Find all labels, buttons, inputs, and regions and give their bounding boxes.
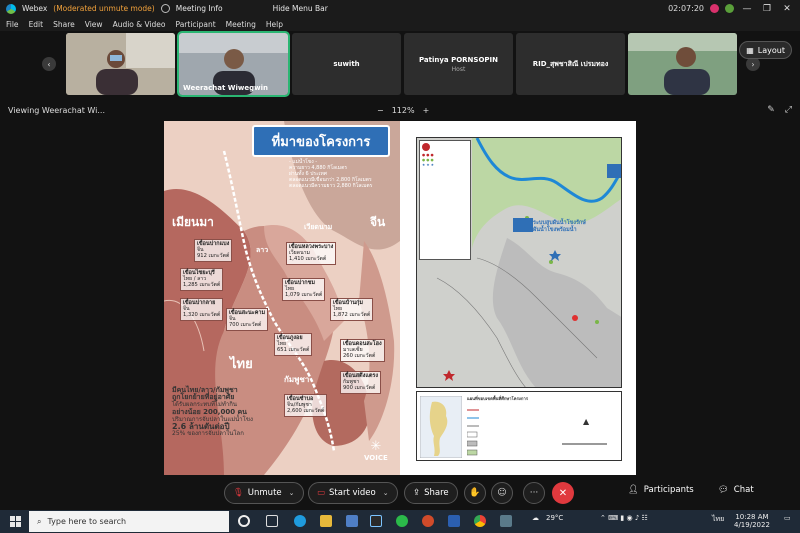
start-video-button[interactable]	[308, 482, 398, 504]
tile-name: Weerachat Wiwegwin	[183, 84, 268, 92]
record-icon	[710, 4, 719, 13]
tile-name: suwith	[333, 60, 360, 68]
leave-meeting-button[interactable]: ✕	[552, 482, 574, 504]
filmstrip-prev-button[interactable]: ‹	[42, 57, 56, 71]
more-options-button[interactable]: ···	[523, 482, 545, 504]
view-bar	[0, 100, 800, 120]
fullscreen-icon[interactable]: ⤢	[784, 105, 792, 115]
pumping-system-label: ระบบสูบผันน้ำโขงรักษ์ ผันน้ำโขงพร้อมน้ำ	[533, 220, 586, 233]
share-icon: ⇪	[413, 488, 421, 498]
tile-name: Patinya PORNSOPIN	[418, 55, 499, 64]
close-window-button[interactable]: ✕	[783, 3, 791, 14]
unmute-mode-status: (Moderated unmute mode)	[53, 4, 155, 13]
participant-video	[66, 33, 175, 95]
taskbar-search[interactable]	[29, 511, 229, 532]
menu-view[interactable]: View	[84, 19, 103, 29]
country-label: เมียนมา	[172, 215, 214, 229]
menu-file[interactable]: File	[6, 19, 19, 29]
infographic-panel	[164, 121, 400, 475]
tray-icons[interactable]: ⌃ ⌨ ▮ ◉ ♪ ☷	[600, 514, 648, 522]
menu-meeting[interactable]: Meeting	[225, 19, 256, 29]
chat-label: Chat	[733, 485, 754, 495]
dam-label: เขื่อนดอนสะโฮง มาเลเซีย 260 เมกะวัตต์	[340, 339, 385, 362]
webex-taskbar-icon[interactable]	[370, 515, 382, 527]
annotate-icon[interactable]: ✎	[767, 105, 775, 115]
country-label: เวียดนาม	[304, 223, 333, 231]
project-map-panel	[400, 121, 636, 475]
menu-participant[interactable]: Participant	[175, 19, 216, 29]
menu-help[interactable]: Help	[265, 19, 284, 29]
video-tile[interactable]	[66, 33, 175, 95]
menu-bar	[0, 17, 800, 31]
layout-icon: ▦	[746, 45, 754, 55]
raise-hand-icon[interactable]: ✋	[464, 482, 486, 504]
video-tile[interactable]	[516, 33, 625, 95]
app-icon[interactable]	[422, 515, 434, 527]
avatar[interactable]	[725, 4, 734, 13]
dam-label: เขื่อนปากแบง จีน 912 เมกะวัตต์	[194, 239, 232, 262]
chat-icon: 💬︎	[718, 485, 729, 495]
video-tile[interactable]	[292, 33, 401, 95]
dam-label: เขื่อนภูงอย ไทย 651 เมกะวัตต์	[274, 333, 312, 356]
meeting-timer: 02:07:20	[668, 4, 704, 13]
windows-start-icon[interactable]	[10, 516, 21, 527]
share-button[interactable]	[404, 482, 458, 504]
dam-label: เขื่อนบ้านกุ่ม ไทย 1,872 เมกะวัตต์	[330, 298, 373, 321]
share-label: Share	[424, 488, 449, 498]
participants-icon: 👤︎	[628, 485, 639, 495]
chrome-icon[interactable]	[474, 515, 486, 527]
task-view-icon[interactable]	[266, 515, 278, 527]
reactions-icon[interactable]: ☺	[491, 482, 513, 504]
voice-logo: ✳ VOICE	[364, 439, 388, 462]
language-indicator[interactable]: ไทย	[712, 515, 725, 523]
search-icon: ⌕	[37, 516, 42, 526]
app-icon[interactable]	[500, 515, 512, 527]
cortana-icon[interactable]	[238, 515, 250, 527]
meeting-info-button[interactable]: Meeting Info	[175, 4, 223, 13]
weather-temp[interactable]: 29°C	[546, 514, 564, 522]
menu-edit[interactable]: Edit	[28, 19, 44, 29]
edge-icon[interactable]	[294, 515, 306, 527]
maximize-button[interactable]: ❐	[762, 3, 772, 14]
zoom-level: 112%	[391, 105, 415, 115]
participants-label: Participants	[643, 485, 694, 495]
mekong-facts: - แม่น้ำโขง - ความยาว 4,880 กิโลเมตร ผ่านทั้ง 6 ประเทศ ตลอดแนวมีเขื่อนกว่า 2,800 กิโลเมตร ตลอดแนวมีความยาว 2,880 กิโลเมตร	[289, 159, 373, 189]
video-tile-active-speaker[interactable]	[179, 33, 288, 95]
shared-content	[164, 121, 636, 475]
filmstrip-next-button[interactable]: ›	[746, 57, 760, 71]
hide-menu-bar-button[interactable]: Hide Menu Bar	[272, 4, 328, 13]
menu-audio-video[interactable]: Audio & Video	[112, 19, 166, 29]
country-label: จีน	[370, 215, 386, 229]
chevron-down-icon[interactable]: ⌄	[382, 489, 389, 497]
country-label: กัมพูชา	[284, 375, 310, 384]
webex-logo-icon	[6, 4, 16, 14]
dam-label: เขื่อนซำบอ จีน/กัมพูชา 2,600 เมกะวัตต์	[284, 394, 327, 417]
clock[interactable]: 10:28 AM 4/19/2022	[734, 513, 770, 529]
study-area-map	[416, 137, 622, 388]
layout-label: Layout	[757, 45, 785, 55]
page-title: ที่มาของโครงการ	[252, 125, 390, 157]
zoom-in-button[interactable]: +	[422, 105, 430, 115]
country-label: ลาว	[256, 246, 269, 254]
weather-icon[interactable]: ☁	[532, 514, 539, 522]
line-icon[interactable]	[396, 515, 408, 527]
country-label: ไทย	[230, 357, 253, 372]
taskbar	[0, 510, 800, 533]
impact-caption: มีคนไทย/ลาว/กัมพูชา ถูกโยกย้ายที่อยู่อาศัย ได้รับผลกระทบที่ไม่ทำกิน อย่างน้อย 200,000 คน ปริมาณการจับปลาในแม่น้ำโขง 2.6 ล้านตันต่อปี 25% ของการจับปลาในโลก	[172, 386, 253, 438]
chat-button[interactable]	[718, 485, 754, 495]
dam-label: เขื่อนปากลาย จีน 1,320 เมกะวัตต์	[180, 298, 223, 321]
info-icon[interactable]	[161, 4, 170, 13]
participant-video	[628, 33, 737, 95]
layout-button[interactable]	[739, 41, 792, 59]
notification-icon[interactable]: ▭	[784, 514, 791, 522]
map-legend: ● ● ● ● ● ● ★ ★ ★	[419, 140, 471, 260]
mail-icon[interactable]	[346, 515, 358, 527]
dam-label: เขื่อนสตึงแตรง กัมพูชา 900 เมกะวัตต์	[340, 371, 381, 394]
map-caption	[416, 391, 622, 461]
legend-symbols	[467, 404, 617, 458]
unmute-label: Unmute	[247, 488, 282, 498]
video-tile[interactable]	[404, 33, 513, 95]
minimize-button[interactable]: —	[742, 3, 752, 14]
map-caption-title: แผนที่ขอบเขตพื้นที่ศึกษาโครงการ	[467, 396, 528, 401]
meeting-controls	[0, 478, 800, 509]
file-explorer-icon[interactable]	[320, 515, 332, 527]
mic-muted-icon: 🎙︎	[233, 488, 244, 498]
dam-label: เขื่อนหลวงพระบาง เวียดนาม 1,410 เมกะวัตต์	[286, 242, 336, 265]
start-video-label: Start video	[329, 488, 376, 498]
menu-share[interactable]: Share	[53, 19, 75, 29]
unmute-button[interactable]	[224, 482, 304, 504]
svg-text:▲: ▲	[583, 417, 590, 426]
filmstrip	[0, 31, 800, 97]
participants-button[interactable]	[628, 485, 694, 495]
dam-label: เขื่อนปากชม ไทย 1,079 เมกะวัตต์	[282, 278, 325, 301]
inset-map	[420, 396, 462, 458]
zoom-out-button[interactable]: −	[377, 105, 384, 115]
search-input[interactable]: Type here to search	[47, 517, 127, 526]
video-off-icon: ▭	[317, 488, 326, 498]
tile-role: Host	[451, 65, 466, 73]
tile-name: RID_สุพชาสิณี เปรมทอง	[532, 59, 609, 68]
dam-label: เขื่อนไซยะบุรี ไทย / ลาว 1,285 เมกะวัตต์	[180, 268, 223, 291]
dam-label: เขื่อนสะนะคาม จีน 700 เมกะวัตต์	[226, 308, 268, 331]
chevron-down-icon[interactable]: ⌄	[288, 489, 295, 497]
viewing-label: Viewing Weerachat Wi...	[8, 105, 106, 115]
word-icon[interactable]	[448, 515, 460, 527]
title-bar	[0, 0, 800, 17]
video-tile[interactable]	[628, 33, 737, 95]
app-title: Webex	[22, 4, 48, 13]
